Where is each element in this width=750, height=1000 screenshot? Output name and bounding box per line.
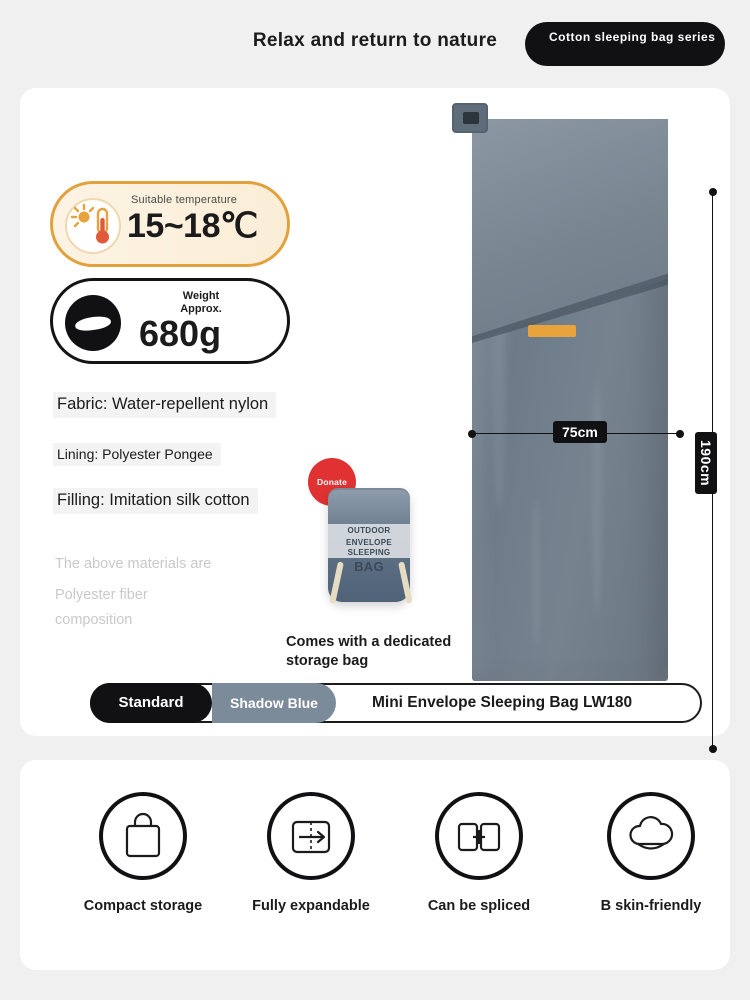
expand-arrow-icon [267,792,355,880]
width-dimension-label: 75cm [553,421,607,443]
feature-compact-storage [58,792,228,914]
spec-filling: Filling: Imitation silk cotton [53,488,258,514]
storage-bag-text-1: OUTDOOR [347,526,391,535]
weight-label-line1: Weight [182,290,220,302]
feature-skin-friendly [566,792,736,914]
spec-lining: Lining: Polyester Pongee [53,443,221,466]
weight-scale-icon [65,295,121,351]
product-image [428,103,668,681]
page-header [0,0,750,86]
page-title: Relax and return to nature [252,30,498,51]
feature-label-0: Compact storage [83,898,203,914]
disclaimer-line-1: The above materials are [55,556,212,572]
storage-caption-line1: Comes with a dedicated [286,634,452,650]
storage-bag-text-2: ENVELOPE SLEEPING [346,538,392,557]
product-name: Mini Envelope Sleeping Bag LW180 [372,694,633,711]
thermometer-sun-icon [65,198,121,254]
main-product-card [20,88,730,736]
feature-label-1: Fully expandable [252,898,370,914]
shopping-bag-icon [99,792,187,880]
brand-logo [528,325,576,337]
disclaimer-line-2: Polyester fiber [55,587,148,603]
temperature-value: 15~18℃ [127,207,258,245]
storage-bag-text-3: BAG [354,559,384,574]
feature-fully-expandable [226,792,396,914]
features-card [20,760,730,970]
feature-can-be-spliced [394,792,564,914]
weight-value: 680g [139,313,222,354]
feature-label-3: B skin-friendly [600,898,702,914]
product-variant-bar[interactable] [90,683,702,723]
temperature-label: Suitable temperature [131,194,238,206]
length-dimension-label: 190cm [695,432,717,494]
disclaimer-line-3: composition [55,612,133,628]
feature-label-2: Can be spliced [427,898,531,914]
splice-panels-icon [435,792,523,880]
weight-label-line2: Approx. [180,303,222,315]
variant-standard-chip[interactable]: Standard [90,683,212,723]
donate-badge: Donate [308,458,356,506]
suitable-temperature-badge [50,181,290,267]
storage-caption-line2: storage bag [286,653,369,669]
storage-caption [286,633,476,671]
weight-badge [50,278,290,364]
spec-fabric: Fabric: Water-repellent nylon [53,392,276,418]
variant-color-chip[interactable]: Shadow Blue [212,683,336,723]
series-badge: Cotton sleeping bag series [525,22,725,66]
storage-bag-label [328,524,410,574]
bag-corner-tag [452,103,488,133]
cloud-soft-icon [607,792,695,880]
storage-bag-illustration [300,458,428,638]
